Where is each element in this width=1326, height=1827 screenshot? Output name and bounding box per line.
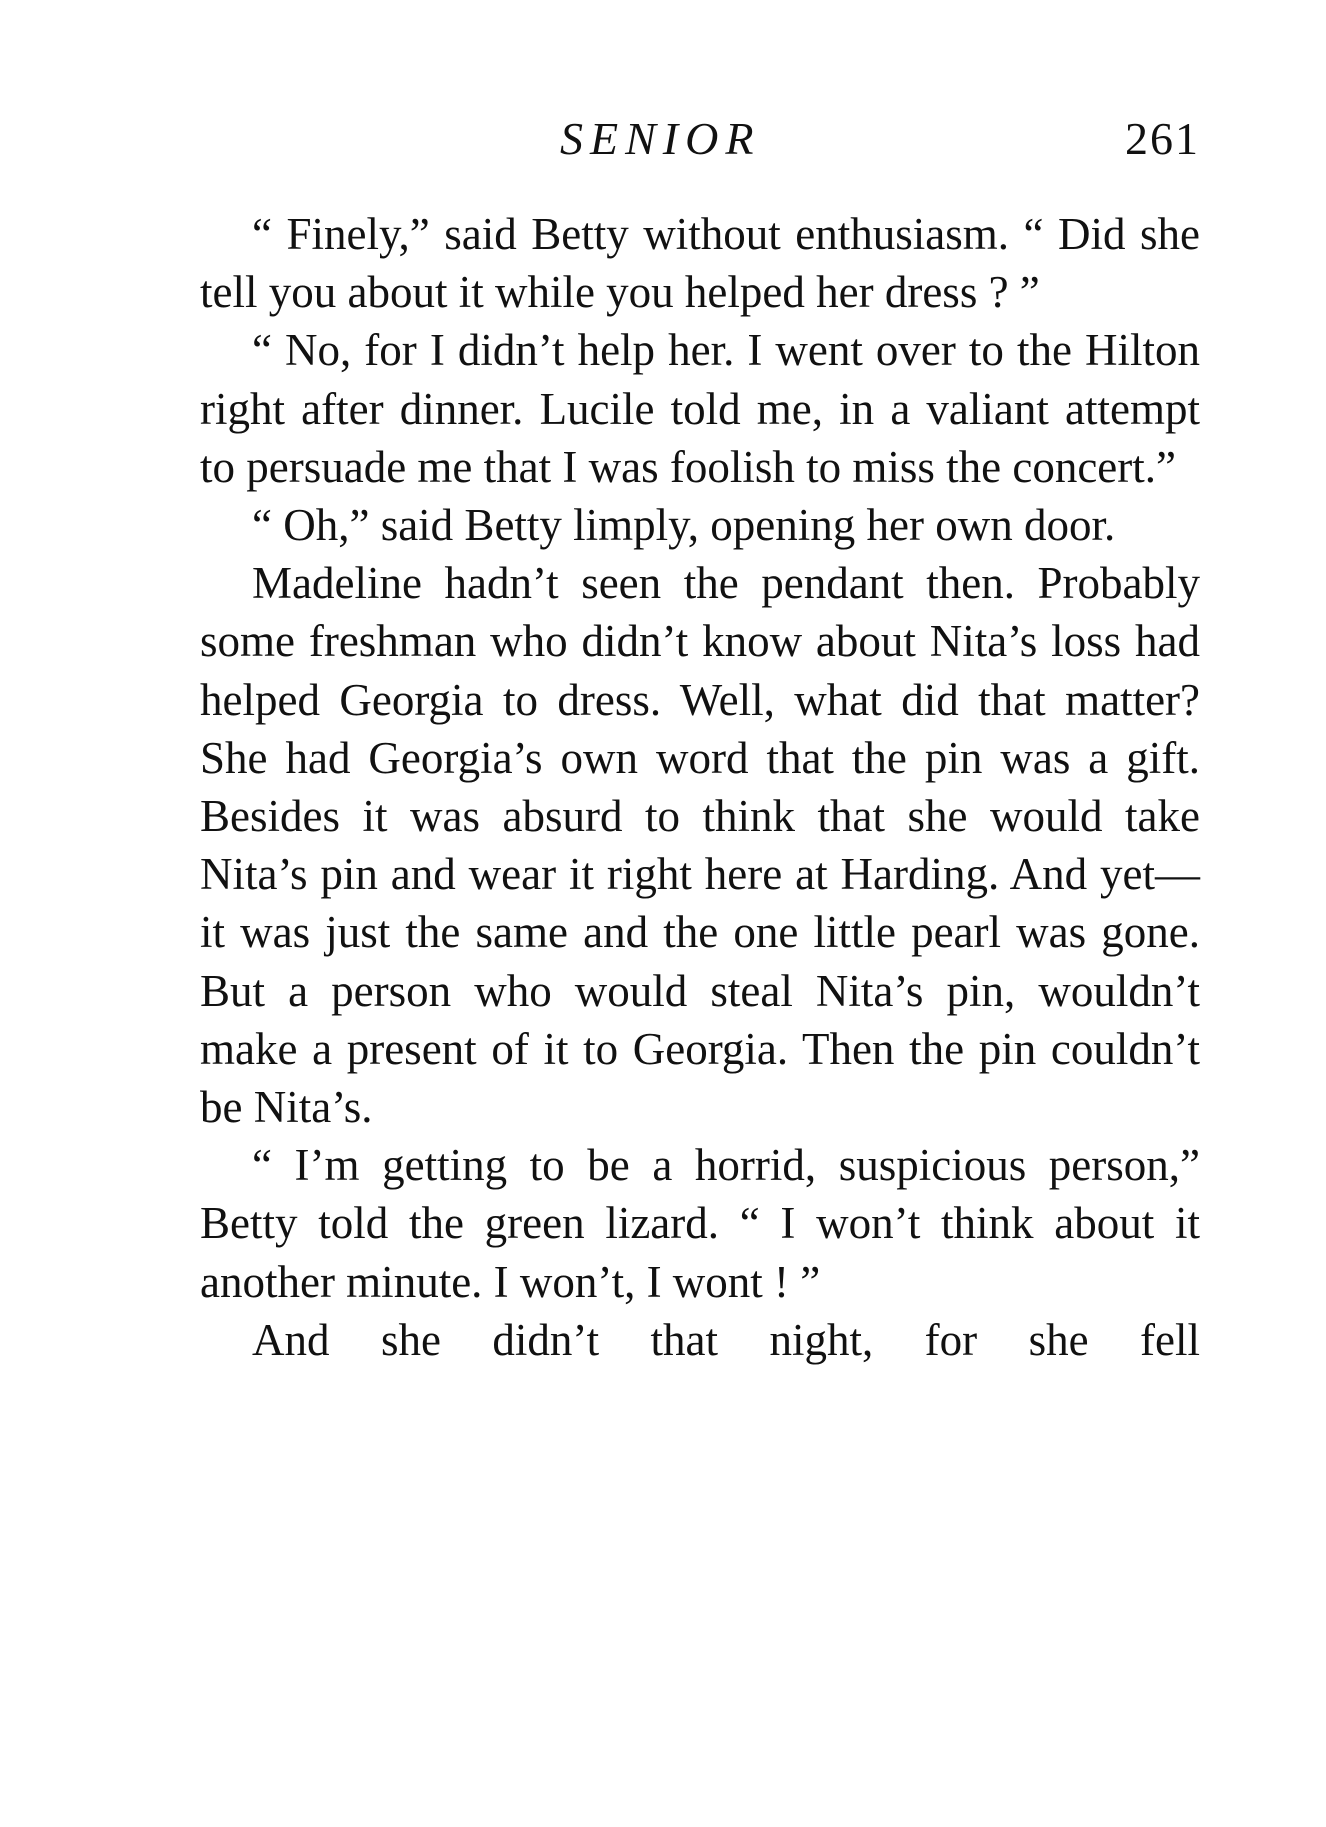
paragraph: “ I’m getting to be a horrid, suspicious person,” Betty told the green lizard. “ I won’t think about it another minute. I won’t, I wont ! ” <box>200 1140 1200 1307</box>
paragraph: Madeline hadn’t seen the pendant then. Probably some freshman who didn’t know about Nita’s loss had helped Georgia to dress. Well, what did that matter? She had Georgia’s own word that the pin was a gift. Besides it was absurd to think that she would take Nita’s pin and wear it right here at Harding. And yet—it was just the same and the one little pearl was gone. But a person who would steal Nita’s pin, wouldn’t make a present of it to Georgia. Then the pin couldn’t be Nita’s. <box>200 558 1200 1133</box>
paragraph: “ Finely,” said Betty without enthusiasm. “ Did she tell you about it while you helped her dress ? ” <box>200 209 1200 318</box>
body-text <box>200 205 1200 1369</box>
paragraph: And she didn’t that night, for she fell <box>252 1314 1200 1365</box>
running-title: SENIOR <box>560 113 761 164</box>
paragraph: “ No, for I didn’t help her. I went over to the Hilton right after dinner. Lucile told me, in a valiant attempt to persuade me that I was foolish to miss the concert.” <box>200 325 1200 492</box>
page-number: 261 <box>1125 113 1200 164</box>
running-header <box>200 112 1200 172</box>
paragraph: “ Oh,” said Betty limply, opening her own door. <box>252 500 1116 551</box>
